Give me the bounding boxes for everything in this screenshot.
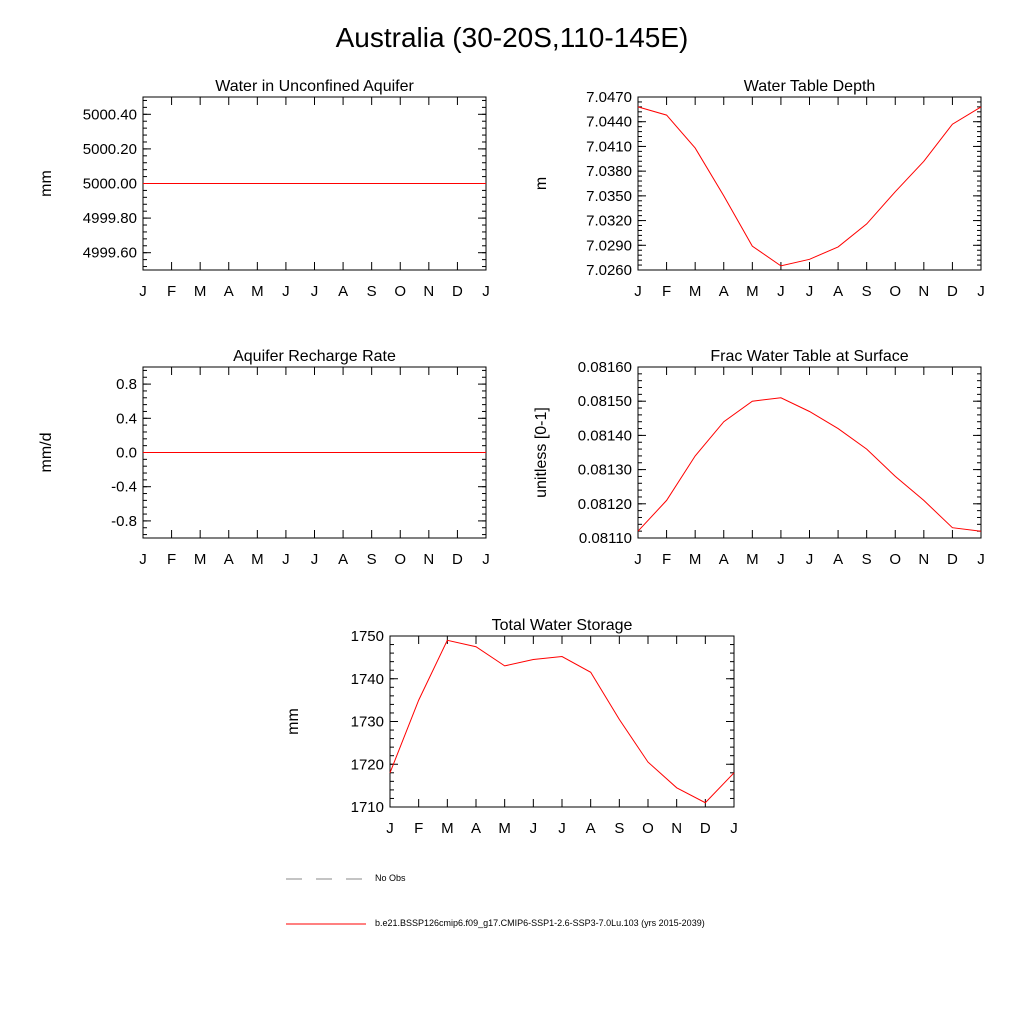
y-tick-label: 0.4	[116, 410, 137, 428]
x-tick-label: J	[977, 283, 985, 300]
y-axis-label: mm	[38, 170, 55, 197]
x-tick-label: J	[634, 551, 642, 568]
panel-1	[38, 78, 490, 300]
y-tick-label: 0.08110	[578, 530, 632, 547]
panel-title: Total Water Storage	[491, 617, 633, 634]
y-axis-label: mm	[285, 708, 302, 735]
y-tick-label: 0.0	[116, 444, 137, 462]
x-tick-label: S	[614, 820, 625, 837]
x-tick-label: J	[805, 283, 814, 300]
series-line	[638, 107, 981, 266]
x-tick-label: A	[585, 820, 596, 837]
panel-2	[533, 78, 985, 300]
panels	[38, 78, 985, 837]
panel-3	[38, 348, 490, 568]
y-tick-label: 0.08140	[577, 427, 632, 445]
y-tick-label: 1720	[350, 756, 384, 774]
x-tick-label: M	[688, 283, 702, 300]
x-tick-label: M	[688, 551, 702, 568]
x-tick-label: A	[338, 551, 349, 568]
x-tick-label: M	[746, 551, 759, 568]
y-tick-label: 0.08120	[577, 495, 632, 513]
x-tick-label: N	[918, 283, 930, 300]
x-tick-label: S	[861, 551, 872, 568]
x-tick-label: J	[310, 283, 319, 300]
panel-5	[285, 617, 738, 837]
x-tick-label: F	[414, 820, 424, 837]
y-tick-label: 5000.00	[82, 175, 137, 193]
x-tick-label: S	[366, 283, 377, 300]
x-tick-label: A	[718, 551, 729, 568]
x-tick-label: N	[423, 551, 435, 568]
x-tick-label: M	[193, 283, 207, 300]
x-tick-label: A	[833, 283, 844, 300]
y-tick-label: 0.8	[116, 376, 137, 394]
panel-4	[533, 348, 985, 568]
plot-frame	[390, 636, 734, 807]
x-tick-label: J	[139, 551, 147, 568]
x-tick-label: N	[918, 551, 930, 568]
x-tick-label: A	[223, 551, 234, 568]
x-tick-label: J	[482, 551, 490, 568]
x-tick-label: J	[529, 820, 538, 837]
x-tick-label: N	[671, 820, 683, 837]
x-tick-label: A	[223, 283, 234, 300]
x-tick-label: M	[441, 820, 454, 837]
y-tick-label: 0.08130	[577, 461, 632, 479]
x-tick-label: J	[310, 551, 319, 568]
panel-title: Water in Unconfined Aquifer	[215, 78, 414, 95]
y-tick-label: 1710	[350, 799, 384, 816]
x-tick-label: M	[251, 283, 264, 300]
y-tick-label: 5000.20	[82, 140, 137, 158]
y-tick-label: -0.4	[111, 478, 137, 496]
series-line	[390, 640, 734, 802]
x-tick-label: A	[833, 551, 844, 568]
x-tick-label: J	[730, 820, 738, 837]
x-tick-label: A	[718, 283, 729, 300]
x-tick-label: S	[861, 283, 872, 300]
x-tick-label: J	[558, 820, 566, 837]
y-tick-label: 7.0350	[586, 187, 632, 205]
x-tick-label: O	[394, 551, 407, 568]
x-tick-label: N	[423, 283, 435, 300]
y-tick-label: 1750	[350, 628, 384, 645]
x-tick-label: O	[394, 283, 407, 300]
x-tick-label: D	[451, 551, 463, 568]
x-tick-label: F	[661, 283, 672, 300]
y-tick-label: 4999.80	[82, 210, 137, 228]
x-tick-label: D	[946, 551, 958, 568]
y-tick-label: 5000.40	[82, 106, 137, 124]
y-tick-label: -0.8	[111, 512, 137, 530]
y-tick-label: 7.0470	[586, 89, 632, 106]
panel-title: Water Table Depth	[743, 78, 876, 95]
legend-model-label: b.e21.BSSP126cmip6.f09_g17.CMIP6-SSP1-2.6-SSP3-7.0Lu.103 (yrs 2015-2039)	[375, 918, 705, 928]
x-tick-label: J	[634, 283, 642, 300]
y-axis-label: mm/d	[38, 432, 55, 473]
plot-frame	[638, 97, 981, 270]
x-tick-label: M	[498, 820, 511, 837]
x-tick-label: J	[777, 551, 785, 568]
x-tick-label: F	[166, 551, 177, 568]
y-tick-label: 7.0260	[586, 262, 632, 279]
x-tick-label: J	[386, 820, 394, 837]
legend	[286, 879, 366, 924]
y-tick-label: 1730	[350, 713, 384, 731]
x-tick-label: J	[977, 551, 985, 568]
y-tick-label: 7.0440	[586, 113, 632, 131]
x-tick-label: A	[470, 820, 482, 837]
x-tick-label: M	[193, 551, 207, 568]
series-line	[638, 398, 981, 531]
y-axis-label: m	[533, 176, 550, 191]
y-tick-label: 0.08160	[577, 359, 632, 376]
x-tick-label: F	[661, 551, 672, 568]
legend-obs-label: No Obs	[375, 873, 406, 883]
y-tick-label: 4999.60	[82, 244, 137, 262]
y-tick-label: 7.0320	[586, 212, 632, 230]
x-tick-label: O	[889, 283, 902, 300]
x-tick-label: J	[777, 283, 785, 300]
y-tick-label: 7.0410	[586, 138, 632, 156]
x-tick-label: M	[251, 551, 264, 568]
y-tick-label: 7.0380	[586, 163, 632, 181]
y-tick-label: 7.0290	[586, 237, 632, 255]
x-tick-label: J	[482, 283, 490, 300]
y-tick-label: 1740	[350, 670, 384, 688]
plot-frame	[638, 367, 981, 538]
x-tick-label: D	[946, 283, 958, 300]
x-tick-label: O	[642, 820, 654, 837]
x-tick-label: J	[282, 551, 290, 568]
figure-title: Australia (30-20S,110-145E)	[335, 22, 689, 53]
y-tick-label: 0.08150	[577, 393, 632, 411]
x-tick-label: M	[746, 283, 759, 300]
x-tick-label: J	[282, 283, 290, 300]
x-tick-label: D	[451, 283, 463, 300]
x-tick-label: J	[805, 551, 814, 568]
x-tick-label: J	[139, 283, 147, 300]
y-axis-label: unitless [0-1]	[533, 407, 550, 498]
panel-title: Aquifer Recharge Rate	[233, 348, 396, 365]
x-tick-label: O	[889, 551, 902, 568]
x-tick-label: D	[699, 820, 711, 837]
x-tick-label: S	[366, 551, 377, 568]
panel-title: Frac Water Table at Surface	[710, 348, 909, 365]
x-tick-label: F	[166, 283, 177, 300]
x-tick-label: A	[338, 283, 349, 300]
